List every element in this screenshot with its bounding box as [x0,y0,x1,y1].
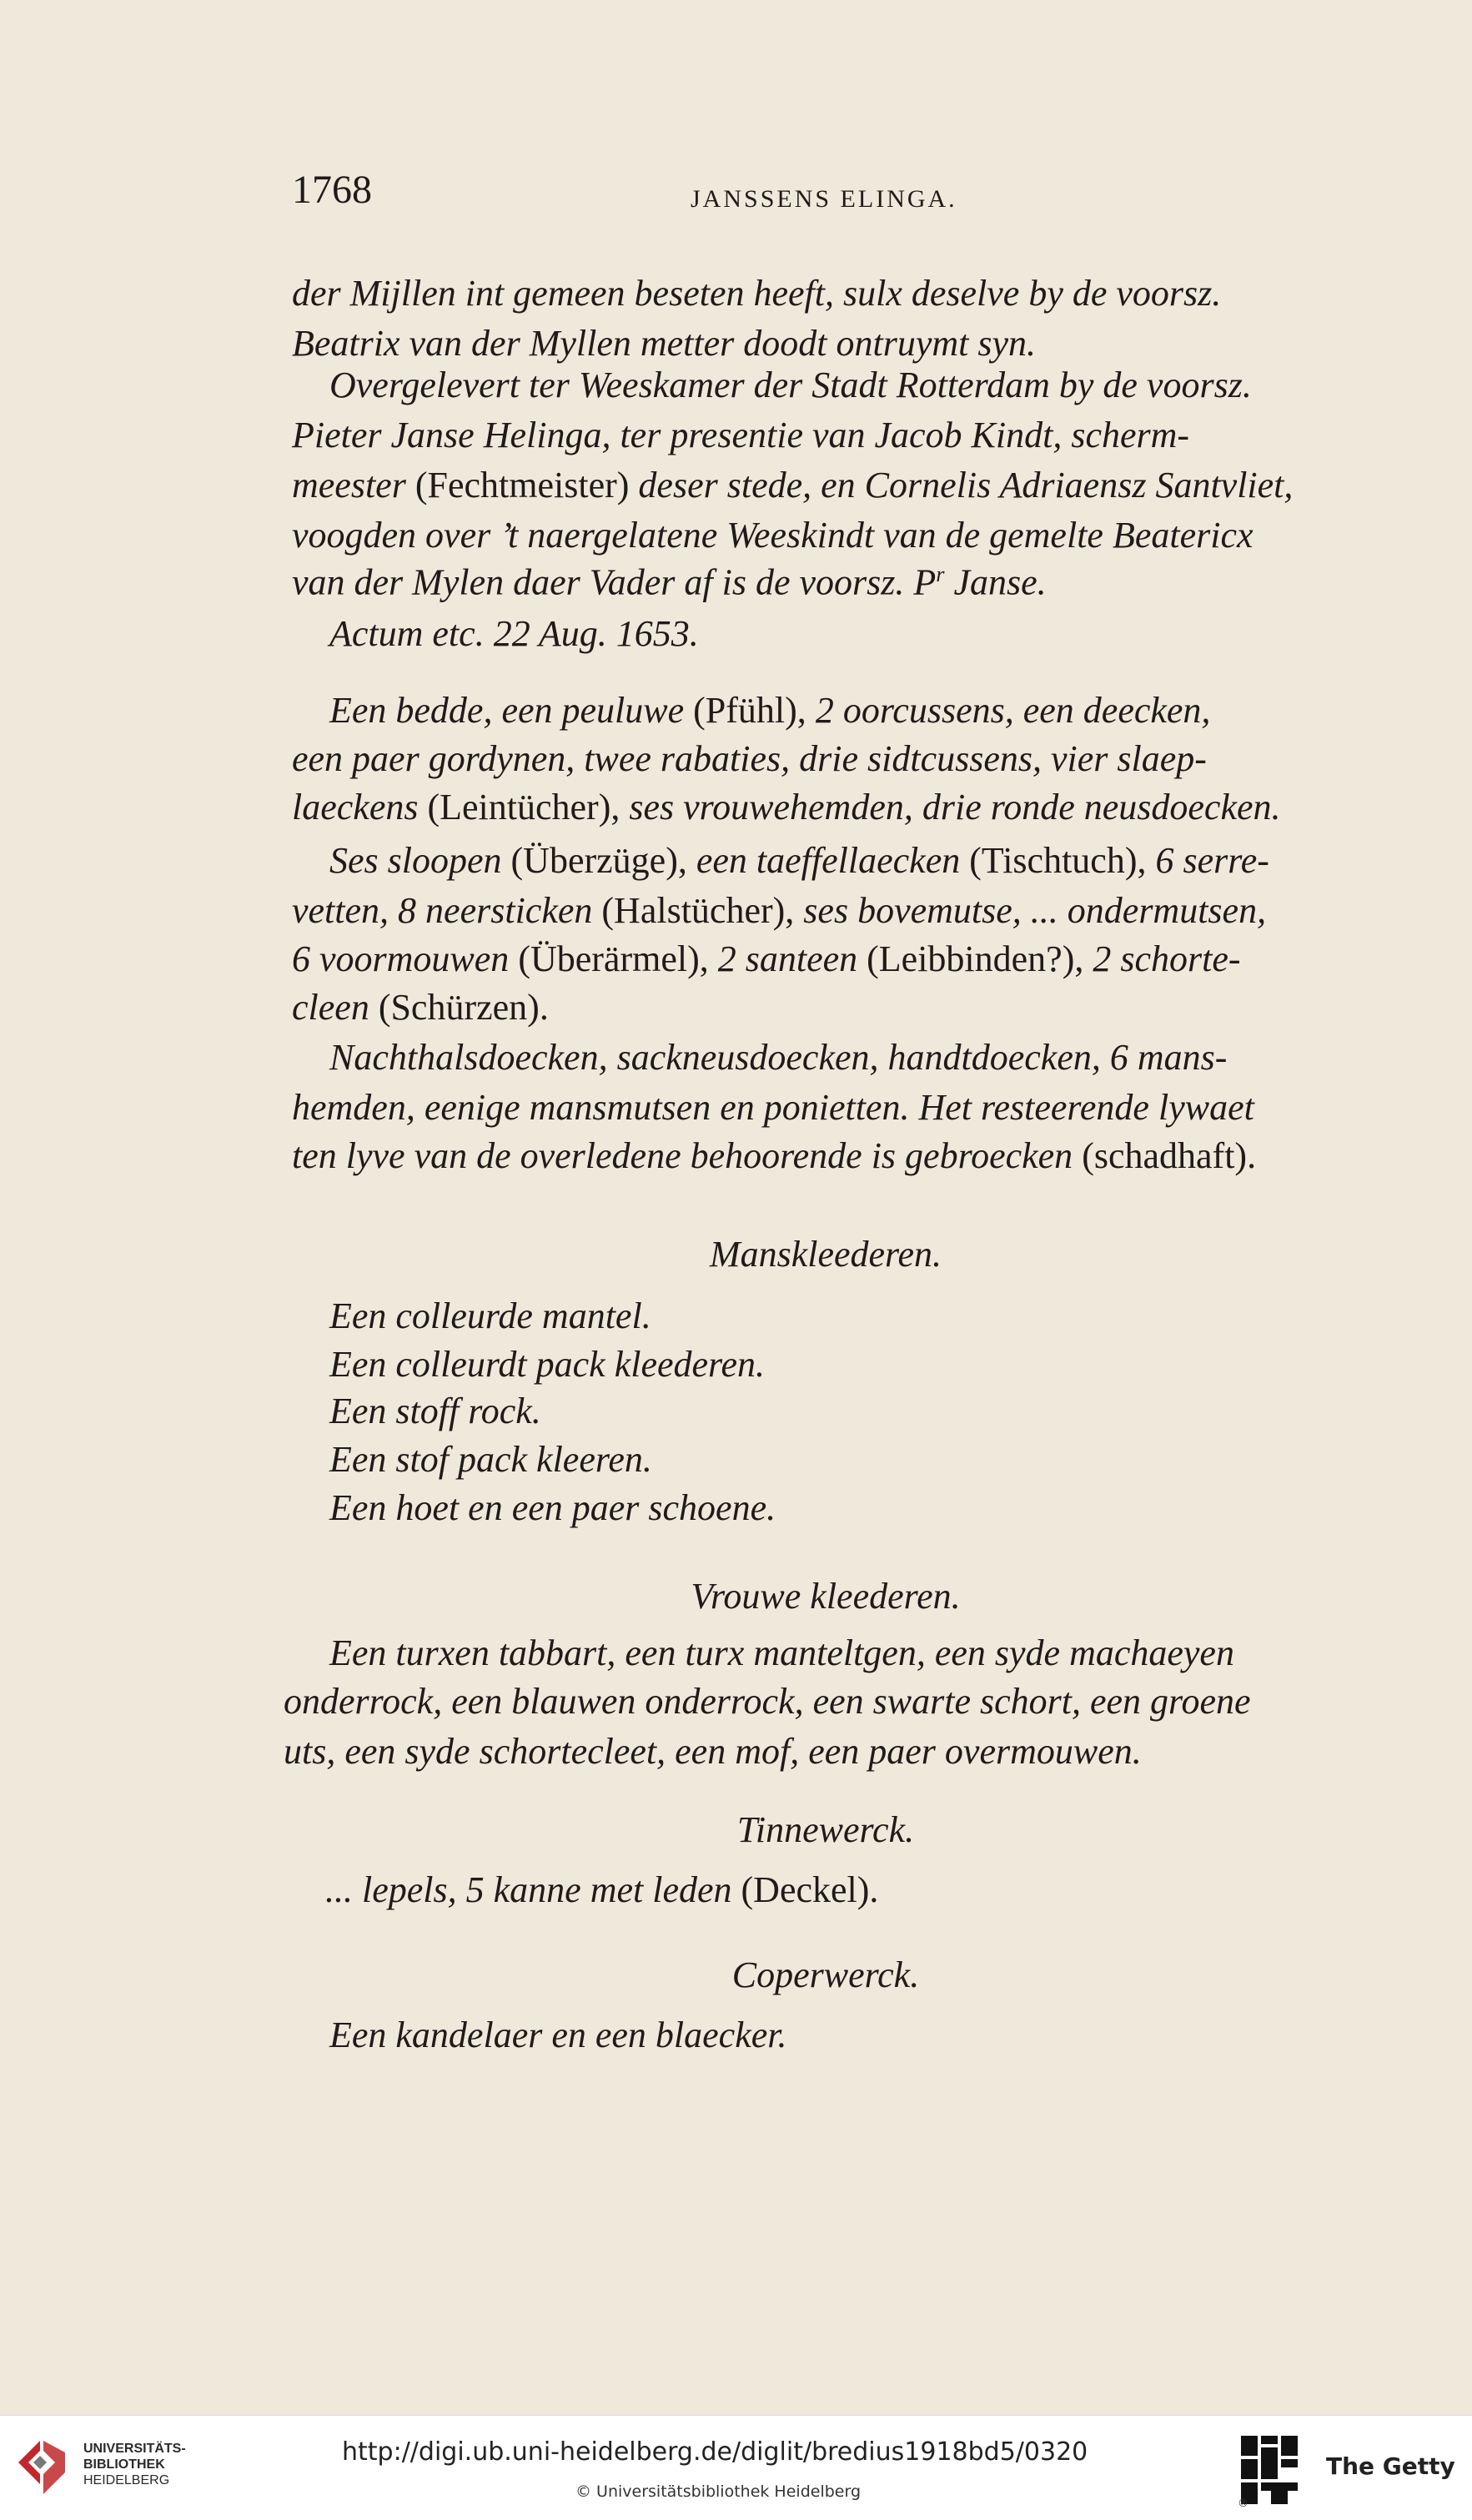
permalink-url[interactable]: http://digi.ub.uni-heidelberg.de/diglit/bredius1918bd5/0320 [342,2437,1088,2467]
text-segment: 6 voormouwen [292,938,519,979]
text-segment: (Deckel). [741,1869,879,1910]
library-name-line: HEIDELBERG [83,2473,170,2487]
text-segment: voogden over ’t naergelatene Weeskindt van de gemelte Beatericx [292,515,1253,556]
text-line [292,989,549,1026]
text-segment: Ses sloopen [329,840,511,881]
text-line [329,840,1269,881]
text-segment: Nachthalsdoecken, sackneusdoecken, handtdoecken, 6 mans- [329,1037,1228,1078]
text-line [292,325,1036,362]
text-segment: (Leibbinden?), [867,938,1093,979]
text-segment: ... lepels, 5 kanne met leden [325,1869,741,1910]
library-name-line: BIBLIOTHEK [83,2457,165,2472]
text-line [329,1039,1227,1076]
text-segment: Een colleurdt pack kleederen. [329,1344,766,1385]
text-line [292,561,1047,603]
text-line [329,1295,651,1336]
text-line [329,1441,652,1478]
text-segment: hemden, eenige mansmutsen en ponietten. Het resteerende lywaet [292,1087,1254,1128]
library-name-line: UNIVERSITÄTS- [83,2442,186,2456]
text-line [284,1683,1251,1720]
text-line [292,890,1267,931]
text-segment: uts, een syde schortecleet, een mof, een paer overmouwen. [284,1731,1142,1772]
text-line [292,738,1207,779]
text-segment: Een hoet en een paer schoene. [329,1487,776,1528]
text-segment: ten lyve van de overledene behoorende is gebroecken [292,1135,1083,1176]
text-segment: meester [292,465,415,506]
text-segment: Een stoff rock. [329,1391,541,1431]
text-segment: Actum etc. 22 Aug. 1653. [329,613,699,654]
text-segment: cleen [292,987,379,1028]
text-line [329,1393,541,1430]
text-segment: 6 serre- [1155,840,1269,881]
text-line [292,467,1293,504]
text-segment: (Halstücher), [601,890,804,931]
text-segment: (Fechtmeister) [414,465,639,506]
text-segment: Janse. [944,561,1047,603]
text-line [292,417,1189,454]
text-line [292,938,1241,979]
text-segment: een paer gordynen, twee rabaties, drie sidtcussens, vier slaep- [292,738,1207,779]
running-head: JANSSENS ELINGA. [691,185,957,213]
text-segment: deser stede, en Cornelis Adriaensz Santvliet, [638,465,1294,506]
text-segment: (schadhaft). [1082,1135,1257,1176]
text-line [329,1487,776,1528]
text-segment: een taeffellaecken [696,840,970,881]
section-heading-tinnewerck: Tinnewerck. [736,1809,915,1850]
superscript: r [936,562,945,586]
text-line [329,1632,1234,1673]
page-number: 1768 [292,168,372,212]
text-line [329,1346,765,1383]
text-segment: Een turxen tabbart, een turx manteltgen, een syde machaeyen [329,1632,1234,1673]
text-line [329,613,699,654]
getty-name: The Getty [1326,2452,1455,2480]
text-line [284,1733,1142,1770]
text-segment: der Mijllen int gemeen beseten heeft, sulx deselve by de voorsz. [292,273,1222,314]
text-line [292,517,1253,554]
text-segment: Een stof pack kleeren. [329,1439,652,1480]
section-heading-manskleederen: Manskleederen. [709,1234,942,1275]
library-name [83,2441,186,2488]
text-segment: (Überzüge), [510,840,696,881]
text-segment: (Tischtuch), [969,840,1156,881]
viewer-footer [0,2415,1472,2520]
text-segment: Een colleurde mantel. [329,1295,651,1336]
getty-logo-icon [1241,2436,1298,2504]
text-line [325,1869,879,1910]
text-line [329,692,1210,729]
text-line [292,1089,1254,1126]
text-segment: Beatrix van der Myllen metter doodt ontruymt syn. [292,323,1037,364]
text-segment: Pieter Janse Helinga, ter presentie van Jacob Kindt, scherm- [292,415,1190,455]
section-heading-coperwerck: Coperwerck. [731,1954,920,1995]
text-segment: onderrock, een blauwen onderrock, een swarte schort, een groene [284,1681,1251,1722]
text-segment: ses bovemutse, ... ondermutsen, [803,890,1267,931]
text-segment: 2 santeen [717,938,867,979]
text-segment: 2 oorcussens, een deecken, [815,690,1211,731]
text-segment: Een bedde, een peuluwe [329,690,694,731]
copyright-notice: © Universitätsbibliothek Heidelberg [575,2482,862,2501]
text-segment: ses vrouwehemden, drie ronde neusdoecken. [629,787,1281,827]
text-segment: laeckens [292,787,428,827]
text-line [329,2014,787,2055]
registered-mark: ® [1238,2497,1248,2510]
text-segment: (Schürzen). [378,987,549,1028]
text-segment: (Leintücher), [427,787,630,827]
text-segment: vetten, 8 neersticken [292,890,602,931]
text-line [329,367,1252,404]
text-segment: (Pfühl), [693,690,816,731]
text-segment: Een kandelaer en een blaecker. [329,2014,787,2055]
page-header [292,167,1376,225]
text-line [292,275,1221,312]
text-segment: (Überärmel), [518,938,718,979]
text-segment: Overgelevert ter Weeskamer der Stadt Rotterdam by de voorsz. [329,365,1252,405]
section-heading-vrouwe-kleederen: Vrouwe kleederen. [691,1576,961,1617]
text-line [292,1135,1257,1176]
university-library-logo-icon [15,2437,68,2497]
text-segment: 2 schorte- [1093,938,1241,979]
text-line [292,789,1281,826]
text-segment: van der Mylen daer Vader af is de voorsz. P [292,561,937,603]
